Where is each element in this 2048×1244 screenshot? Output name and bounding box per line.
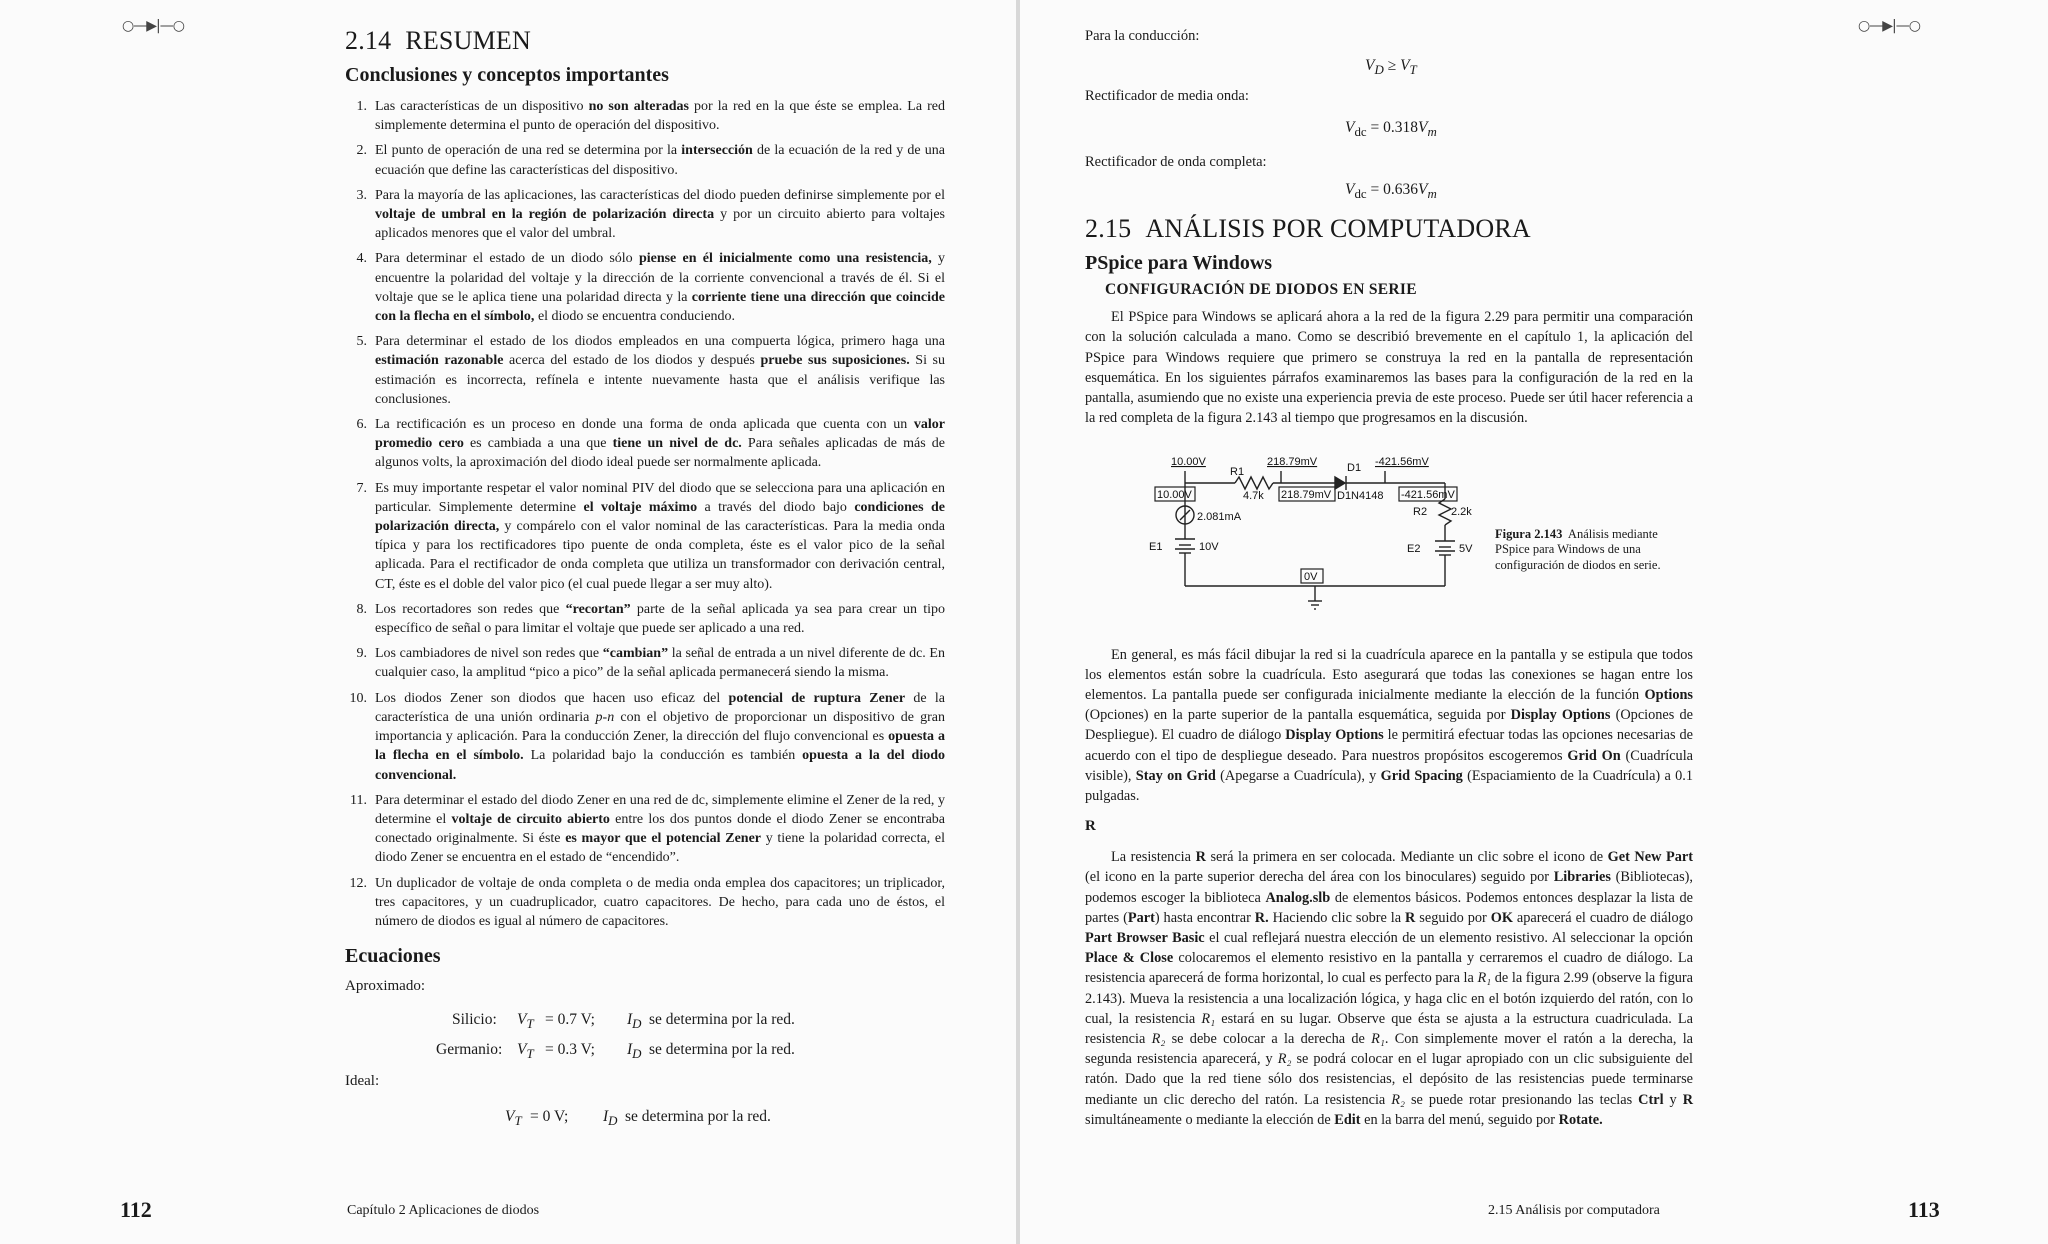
list-item: 11. Para determinar el estado del diodo Zener en una red de dc, simplemente elimine el Zener de la red, y determine el voltaje de circuito abierto entre los dos puntos donde el diodo Zener se encontraba conectado originalmente. Si éste es mayor que el potencial Zener y tiene la polaridad correcta, el diodo Zener se encuentra en el estado de “encendido”. bbox=[350, 792, 946, 866]
equation-ideal: $V_T$ = 0 V; $I_D$ se determina por la red. bbox=[505, 1108, 771, 1129]
node-voltage-label: 218.79mV bbox=[1267, 455, 1318, 468]
current-label: 2.081mA bbox=[1197, 510, 1242, 523]
node-voltage-box: -421.56mV bbox=[1401, 488, 1455, 501]
d1-name: D1 bbox=[1347, 461, 1362, 474]
equations-heading: Ecuaciones bbox=[345, 945, 441, 968]
e2-value: 5V bbox=[1459, 542, 1473, 555]
node-voltage-box: 218.79mV bbox=[1281, 488, 1332, 501]
node-voltage-box: 10.00V bbox=[1157, 488, 1192, 501]
node-voltage-label: 10.00V bbox=[1171, 455, 1206, 468]
subsubsection-heading: CONFIGURACIÓN DE DIODOS EN SERIE bbox=[1105, 281, 1417, 299]
conclusions-list bbox=[345, 97, 945, 931]
list-item: 10. Los diodos Zener son diodos que hacen uso eficaz del potencial de ruptura Zener de la característica de una unión ordinaria p-n con el objetivo de proporcionar un dispositivo de gran importancia y aplicación. Para la conducción Zener, la dirección del flujo convencional es opuesta a la flecha en el símbolo. La polaridad bajo la conducción es también opuesta a la del diodo convencional. bbox=[349, 690, 946, 783]
page-number: 113 bbox=[1908, 1197, 1940, 1222]
r1-name: R1 bbox=[1230, 465, 1245, 478]
intro-paragraph: El PSpice para Windows se aplicará ahora a la red de la figura 2.29 para permitir una comparación con la solución calculada a mano. Como se describió brevemente en el capítulo 1, la aplicación del PSpice para Windows requiere que primero se construya la red en la pantalla de representación esquemática. En los siguientes párrafos examinaremos las bases para la configuración de la red en la pantalla, asumiendo que no existe una experiencia previa de este proceso. Puede ser útil hacer referencia a la red completa de la figura 2.143 al tiempo que progresamos en la discusión. bbox=[1085, 309, 1693, 427]
equation-silicon: Silicio: $V_T$ = 0.7 V; $I_D$ se determina por la red. bbox=[452, 1011, 795, 1032]
page-footer: 2.15 Análisis por computadora bbox=[1488, 1203, 1660, 1218]
page-number: 112 bbox=[120, 1197, 152, 1222]
list-item: 4. Para determinar el estado de un diodo sólo piense en él inicialmente como una resistencia, y encuentre la polaridad del voltaje y la dirección de la corriente convencional a través de él. Si el voltaje que se le aplica tiene una polaridad directa y la corriente tiene una dirección que coincide con la flecha en el símbolo, el diodo se encuentra conduciendo. bbox=[356, 251, 945, 325]
subsection-heading: PSpice para Windows bbox=[1085, 252, 1273, 275]
resistor-heading: R bbox=[1085, 818, 1096, 835]
diode-symbol-icon: ○—▶|—○ bbox=[122, 18, 184, 34]
page-footer: Capítulo 2 Aplicaciones de diodos bbox=[347, 1203, 540, 1218]
half-wave-label: Rectificador de media onda: bbox=[1085, 88, 1249, 105]
list-item: 5. Para determinar el estado de los diodos empleados en una compuerta lógica, primero haga una estimación razonable acerca del estado de los diodos y después pruebe sus suposiciones. Si su estimación es incorrecta, refínela e intente nuevamente hasta que el análisis verifique las conclusiones. bbox=[356, 334, 945, 407]
diode-symbol-icon: ○—▶|—○ bbox=[1858, 18, 1920, 34]
pspice-schematic bbox=[1085, 441, 1495, 631]
list-item: 3. Para la mayoría de las aplicaciones, las características del diodo pueden definirse simplemente por el voltaje de umbral en la región de polarización directa y por un circuito abierto para voltajes aplicados menores que el valor del umbral. bbox=[356, 187, 945, 242]
ideal-label: Ideal: bbox=[345, 1073, 380, 1090]
e1-name: E1 bbox=[1149, 540, 1163, 553]
figure-caption: Figura 2.143 Análisis mediante PSpice para Windows de una configuración de diodos en serie. bbox=[1495, 526, 1661, 572]
right-column bbox=[1085, 26, 1693, 1130]
figure-2-143 bbox=[1085, 441, 1693, 631]
ground-voltage: 0V bbox=[1304, 570, 1318, 583]
conduction-equation: $V_D \ge V_T$ bbox=[1365, 57, 1417, 78]
e1-value: 10V bbox=[1199, 540, 1219, 553]
list-item: 9. Los cambiadores de nivel son redes que “cambian” la señal de entrada a un nivel diferente de dc. En cualquier caso, la amplitud “pico a pico” de la señal aplicada permanecerá siendo la misma. bbox=[356, 646, 945, 681]
list-item: 6. La rectificación es un proceso en donde una forma de onda aplicada que cuenta con un valor promedio cero es cambiada a una que tiene un nivel de dc. Para señales aplicadas de más de algunos volts, la aproximación del diodo ideal puede ser normalmente aplicada. bbox=[356, 417, 945, 471]
conduction-label: Para la conducción: bbox=[1085, 28, 1200, 44]
approx-label: Aproximado: bbox=[345, 978, 425, 995]
e2-name: E2 bbox=[1407, 542, 1421, 555]
full-wave-equation: $V_{dc} = 0.636V_m$ bbox=[1345, 181, 1437, 202]
section-heading: 2.14 RESUMEN bbox=[345, 26, 531, 55]
half-wave-equation: $V_{dc} = 0.318V_m$ bbox=[1345, 119, 1437, 140]
node-voltage-label: -421.56mV bbox=[1375, 455, 1429, 468]
list-item: 8. Los recortadores son redes que “recortan” parte de la señal aplicada ya sea para crear un tipo específico de señal o para limitar el voltaje que puede ser aplicado a una red. bbox=[356, 601, 945, 637]
section-heading: 2.15 ANÁLISIS POR COMPUTADORA bbox=[1085, 214, 1531, 244]
subsection-heading: Conclusiones y conceptos importantes bbox=[345, 64, 669, 86]
d1-model: D1N4148 bbox=[1337, 489, 1384, 502]
list-item: 2. El punto de operación de una red se determina por la intersección de la ecuación de la red y de una ecuación que define las características del dispositivo. bbox=[356, 143, 945, 178]
r2-name: R2 bbox=[1413, 505, 1428, 518]
r1-value: 4.7k bbox=[1243, 489, 1264, 502]
resistor-paragraph: La resistencia R será la primera en ser colocada. Mediante un clic sobre el icono de Get New Part (el icono en la parte superior derecha del área con los binoculares) seguido por Libraries (Bibliotecas), podemos escoger la biblioteca Analog.slb de elementos básicos. Podemos entonces desplazar la lista de partes (Part) hasta encontrar R. Haciendo clic sobre la R seguido por OK aparecerá el cuadro de diálogo Part Browser Basic el cual reflejará nuestra elección de un elemento resistivo. Al seleccionar la opción Place & Close colocaremos el elemento resistivo en la pantalla y cerraremos el cuadro de diálogo. La resistencia aparecerá de forma horizontal, lo cual es perfecto para la R₁ de la figura 2.99 (observe la figura 2.143). Mueva la resistencia a una localización lógica, y haga clic en el botón izquierdo del ratón, con lo cual, la resistencia R₁ estará en su lugar. Observe que ésta se ajusta a la estructura cuadriculada. La resistencia R₂ se debe colocar a la derecha de R₁. Con simplemente mover el ratón a la derecha, la segunda resistencia aparecerá, y R₂ se podrá colocar en el lugar apropiado con un clic subsiguiente del ratón. Dado que la red tiene sólo dos resistencias, el depósito de las resistencias puede terminarse mediante un clic derecho del ratón. La resistencia R₂ se puede rotar presionando las teclas Ctrl y R simultáneamente o mediante la elección de Edit en la barra del menú, seguido por Rotate. bbox=[1085, 849, 1694, 1128]
left-column bbox=[345, 26, 945, 1130]
equation-germanium: Germanio: $V_T$ = 0.3 V; $I_D$ se determina por la red. bbox=[436, 1041, 795, 1062]
list-item: 12. Un duplicador de voltaje de onda completa o de media onda emplea dos capacitores; un triplicador, tres capacitores, y un cuadruplicador, cuatro capacitores. De hecho, para cada uno de éstos, el número de diodos es igual al número de capacitores. bbox=[349, 875, 945, 929]
grid-paragraph: En general, es más fácil dibujar la red si la cuadrícula aparece en la pantalla y se estipula que todos los elementos están sobre la cuadrícula. Esto asegurará que todas las conexiones se hagan entre los elementos. La pantalla puede ser configurada inicialmente mediante la elección de la función Options (Opciones) en la parte superior de la pantalla esquemática, seguida por Display Options (Opciones de Despliegue). El cuadro de diálogo Display Options le permitirá efectuar todas las opciones necesarias de acuerdo con el tipo de despliegue deseado. Para nuestros propósitos escogeremos Grid On (Cuadrícula visible), Stay on Grid (Apegarse a Cuadrícula), y Grid Spacing (Espaciamiento de la Cuadrícula) a 0.1 pulgadas. bbox=[1085, 646, 1694, 804]
r2-value: 2.2k bbox=[1451, 505, 1472, 518]
list-item: 7. Es muy importante respetar el valor nominal PIV del diodo que se selecciona para una aplicación en particular. Simplemente determine el voltaje máximo a través del diodo bajo condiciones de polarización directa, y compárelo con el valor nominal de las características. Para la media onda típica y para los rectificadores tipo puente de onda completa, éste es el valor pico de la señal aplicada. Para el rectificador de onda completa que utiliza un transformador con derivación central, CT, éste es el doble del valor pico (el cual puede llegar a ser muy alto). bbox=[356, 480, 945, 592]
list-item: 1. Las características de un dispositivo no son alteradas por la red en la que éste se emplea. La red simplemente determina el punto de operación del dispositivo. bbox=[356, 99, 946, 134]
full-wave-label: Rectificador de onda completa: bbox=[1085, 154, 1267, 171]
